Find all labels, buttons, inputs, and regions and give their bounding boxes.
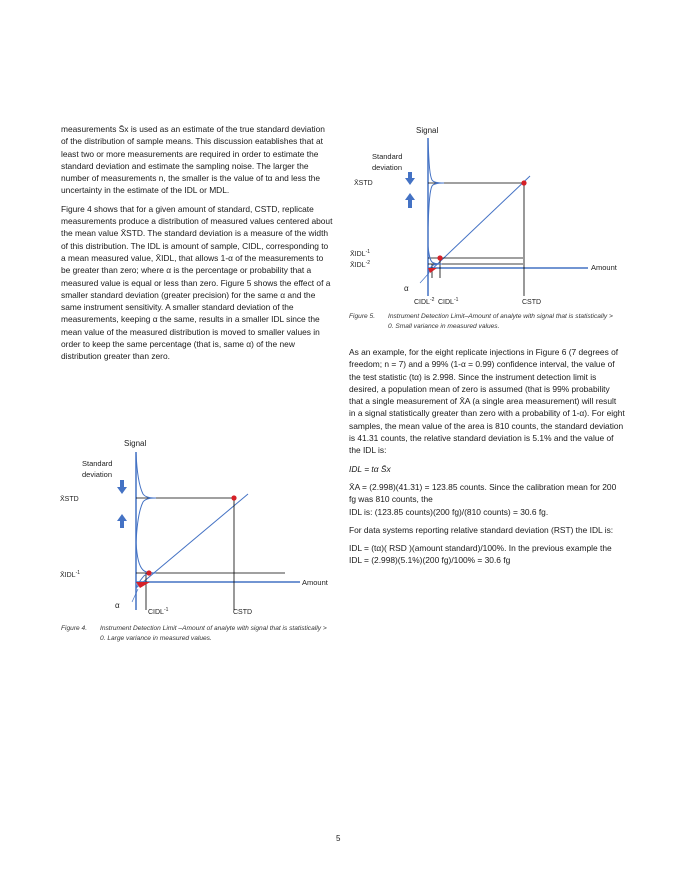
x-std-label: X̄STD [60,496,79,503]
figure-4 [40,432,340,622]
idl-point [146,570,151,575]
std-dev-label: deviation [372,163,403,172]
calibration-line [136,494,248,588]
arrow-down-icon [405,172,415,185]
left-column [61,123,333,369]
figure-5 [340,118,640,308]
idl-point [437,255,442,260]
arrow-down-icon [117,480,127,494]
alpha-label: α [404,284,409,293]
paragraph: measurements S̄x is used as an estimate of the true standard deviation of the distribution of sample means. This discussion eatablishes that at least two or more measurements are required in order to estimate the standard deviation and estimate the sampling noise. The larger the number of measurements n, the smaller is the value of tα and less the uncertainty in the estimate of the IDL or MDL. [61,124,325,196]
formula: IDL = tα S̄x [349,463,391,474]
paragraph: As an example, for the eight replicate injections in Figure 6 (7 degrees of freedom; n = 7) and a 99% (1-α = 0.99) confidence interval, the value of the test statistic (tα) is 2.998. Since the instrument detection limit is desired, a population mean of zero is assumed (that is 99% probability that a single measurement of X̄A (a single area measurement) will result in a signal statistically greater than zero with a probability of 1-α). For eight samples, the mean value of the area is 810 counts, the standard deviation is 41.31 counts, the relative standard deviation is 5.1% and the value of the IDL is: [349,347,625,456]
arrow-up-icon [117,514,127,528]
paragraph: IDL is: (123.85 counts)(200 fg)/(810 counts) = 30.6 fg. [349,506,549,517]
c-idl1-label: $CIDL^{-1}$ [438,297,459,306]
paragraph: For data systems reporting relative standard deviation (RST) the IDL is: [349,524,614,535]
figure-5-chart [340,118,640,308]
amount-label: Amount [302,578,328,587]
alpha-region [136,582,150,588]
paragraph: Figure 4 shows that for a given amount of standard, CSTD, replicate measurements produce a distribution of measured values centered about the mean value X̄STD. The standard deviation is a measure of the width of this distribution. The IDL is amount of sample, CIDL, corresponding to a mean measured value, X̄IDL, that allows 1-α of the measurements to be greater than zero; where α is the percentage or probability that a measured value is equal or less than zero. Figure 5 shows the effect of a smaller standard deviation (greater precision) for the same α and the same instrument sensitivity. A smaller standard deviation of the measurements, keeping α the same, results in a smaller IDL since the mean value of the measured distribution is moved to smaller values in order to keep the same percentage (that is, same α) of the new distribution greater than zero. [61,203,333,362]
x-idl2-label: $X̄IDL^{-2}$ [350,260,371,269]
caption-text: Instrument Detection Limit –Amount of analyte with signal that is statistically > 0. Large variance in measured values. [100,625,327,642]
std-dev-label: Standard [372,152,403,161]
c-std-label: CSTD [233,609,253,616]
x-idl1-label: $X̄IDL^{-1}$ [350,249,371,258]
std-point [231,495,236,500]
figure-4-chart [40,432,340,622]
amount-label: Amount [591,263,617,272]
x-idl-label: $X̄IDL^{-1}$ [60,570,81,579]
std-dev-label: Standard [82,459,113,468]
calibration-line [428,176,530,273]
c-idl-label: $CIDL^{-1}$ [148,607,169,616]
paragraph: X̄A = (2.998)(41.31) = 123.85 counts. Since the calibration mean for 200 fg was 810 counts, the [349,481,617,505]
c-idl2-label: $CIDL^{-2}$ [414,297,435,306]
caption-text: Instrument Detection Limit–Amount of analyte with signal that is statistically > 0. Small variance in measured values. [388,313,613,330]
c-std-label: CSTD [522,299,542,306]
std-point [521,180,526,185]
figure-4-caption [61,624,341,648]
alpha-label: α [115,601,120,610]
paragraph: IDL = (tα)( RSD )(amount standard)/100%. In the previous example the IDL = (2.998)(5.1%)(200 fg)/100% = 30.6 fg [349,543,612,566]
right-column [349,346,625,573]
signal-label: Signal [416,126,439,135]
x-std-label: X̄STD [354,180,373,187]
caption-number: Figure 4. [61,625,88,632]
std-dev-label: deviation [82,470,113,479]
arrow-up-icon [405,193,415,208]
figure-5-caption [349,312,629,336]
page-number: 5 [336,834,341,843]
caption-number: Figure 5. [349,313,376,320]
signal-label: Signal [124,439,147,448]
